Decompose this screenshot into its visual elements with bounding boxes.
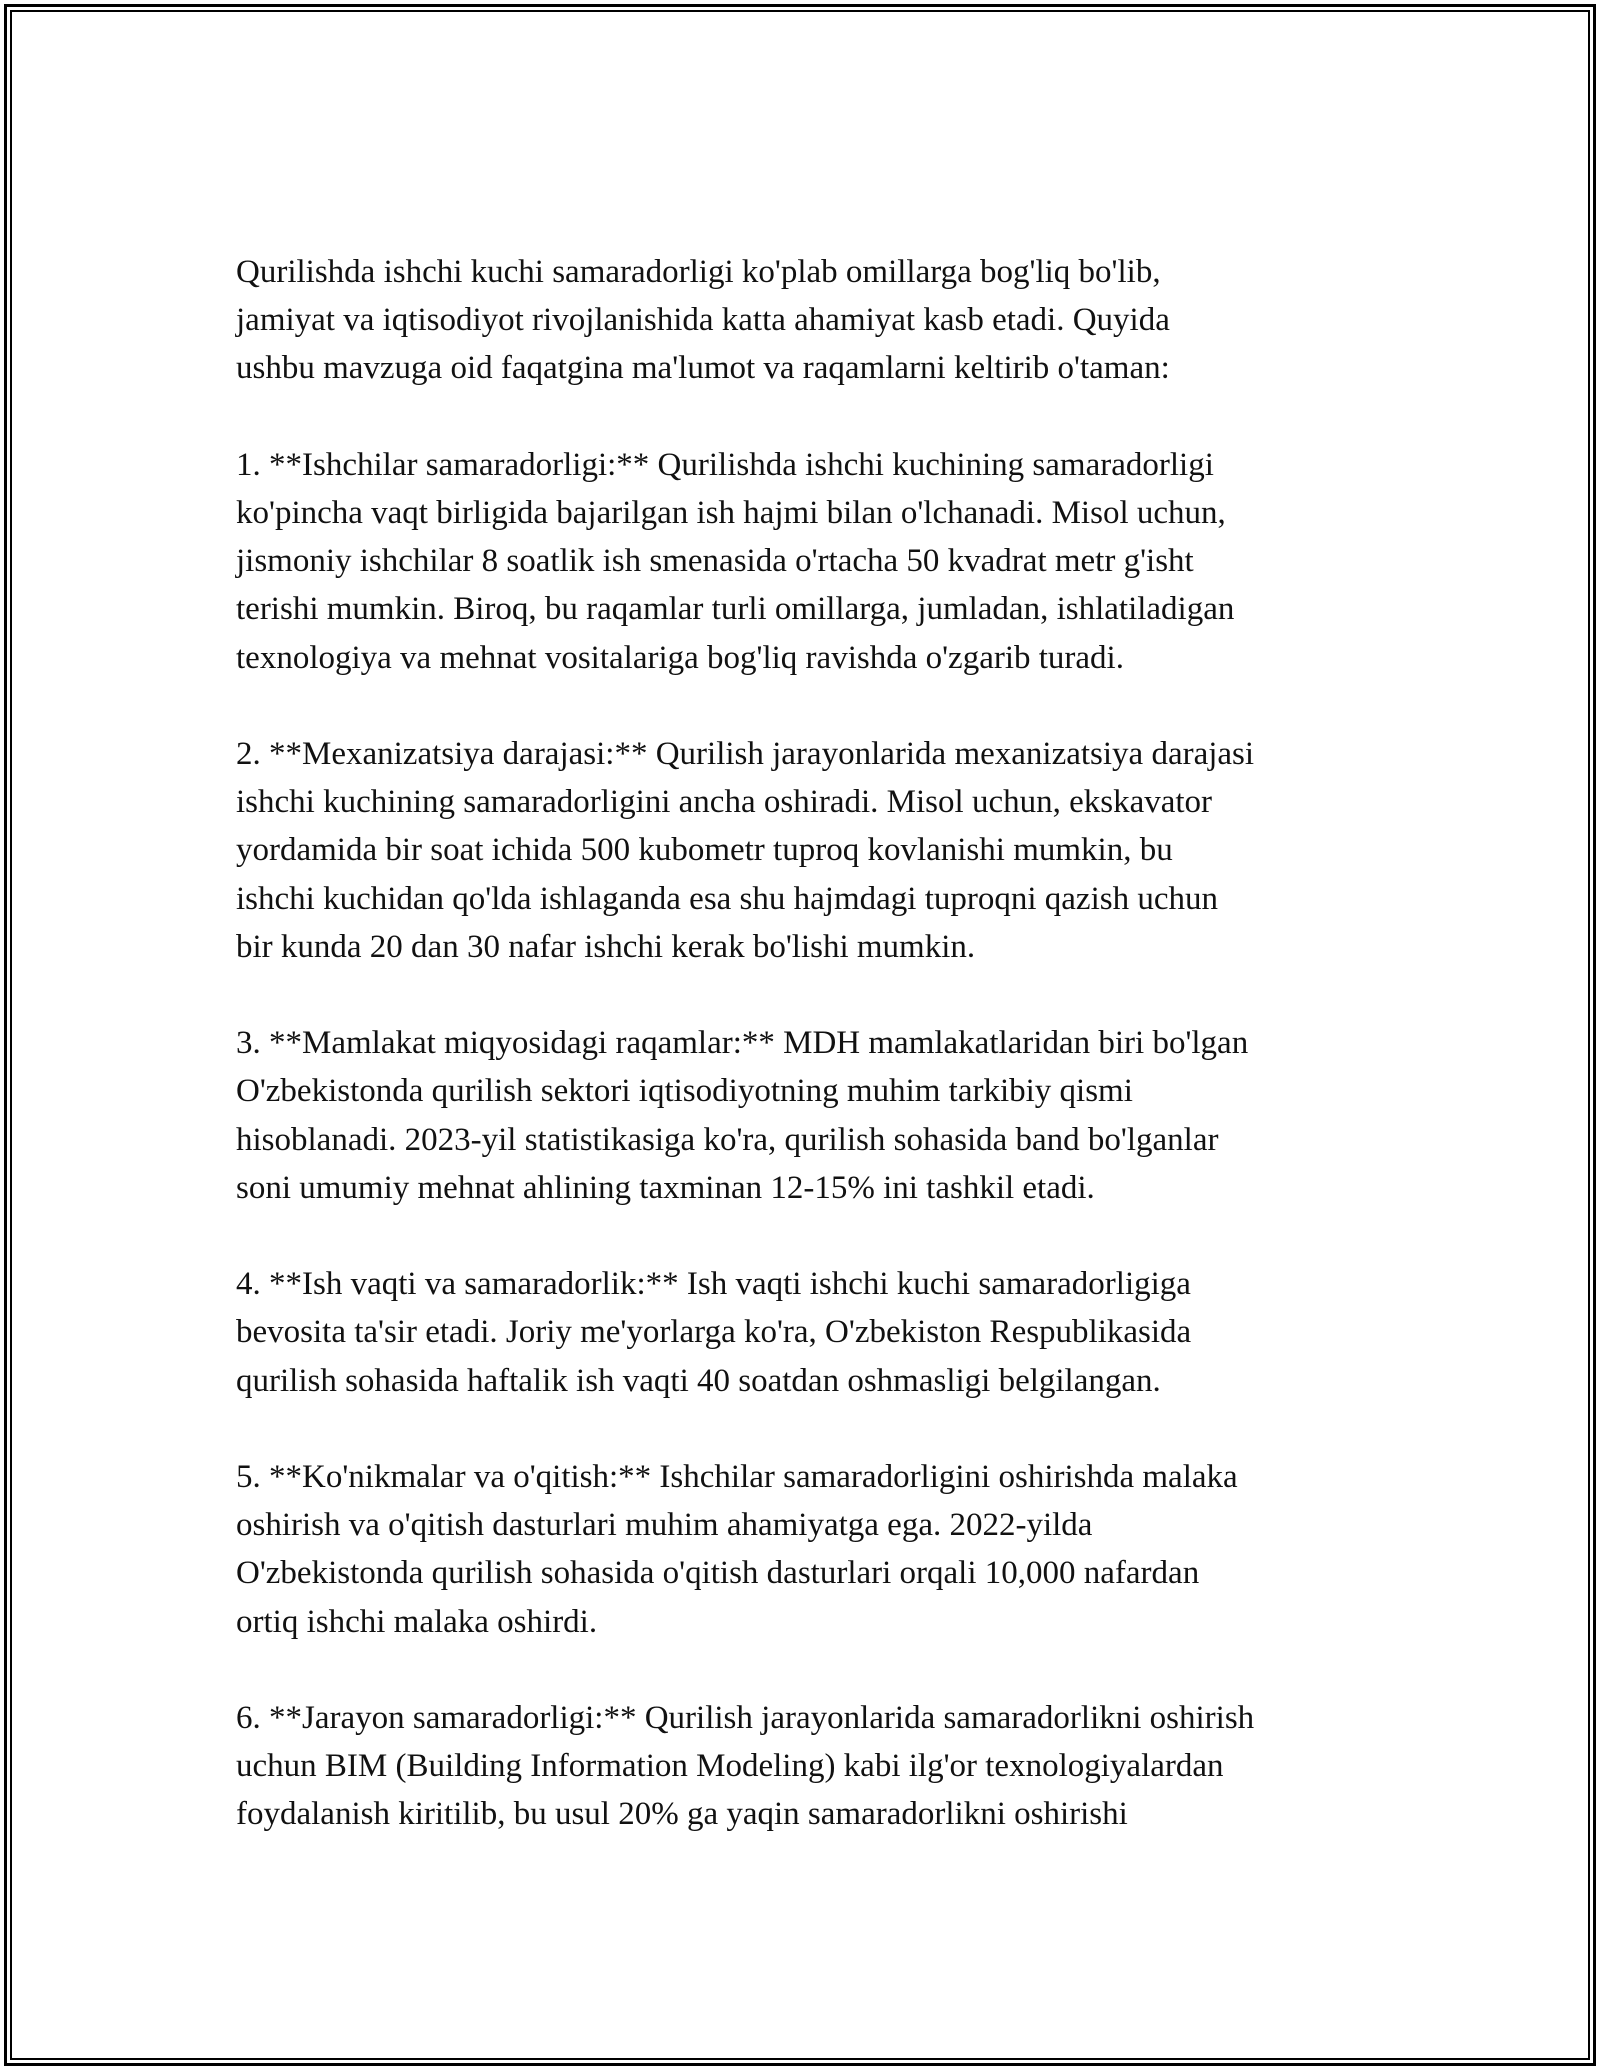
text-line: O'zbekistonda qurilish sohasida o'qitish dasturlari orqali 10,000 nafardan xyxy=(236,1555,1200,1592)
intro-paragraph xyxy=(236,248,1396,393)
text-line: jismoniy ishchilar 8 soatlik ish smenasida o'rtacha 50 kvadrat metr g'isht xyxy=(236,543,1194,580)
list-item-5 xyxy=(236,1453,1396,1646)
text-line: 2. **Mexanizatsiya darajasi:** Qurilish jarayonlarida mexanizatsiya darajasi xyxy=(236,736,1255,772)
text-line: terishi mumkin. Biroq, bu raqamlar turli omillarga, jumladan, ishlatiladigan xyxy=(236,591,1235,628)
text-line: bir kunda 20 dan 30 nafar ishchi kerak bo'lishi mumkin. xyxy=(236,928,976,965)
list-item-6 xyxy=(236,1694,1396,1839)
text-line: texnologiya va mehnat vositalariga bog'liq ravishda o'zgarib turadi. xyxy=(236,639,1124,676)
text-line: uchun BIM (Building Information Modeling) kabi ilg'or texnologiyalardan xyxy=(236,1748,1224,1785)
text-line: O'zbekistonda qurilish sektori iqtisodiyotning muhim tarkibiy qismi xyxy=(236,1073,1133,1110)
text-line: bevosita ta'sir etadi. Joriy me'yorlarga ko'ra, O'zbekiston Respublikasida xyxy=(236,1314,1192,1351)
text-line: ishchi kuchidan qo'lda ishlaganda esa shu hajmdagi tuproqni qazish uchun xyxy=(236,880,1218,917)
list-item-2 xyxy=(236,730,1396,971)
list-item-4 xyxy=(236,1260,1396,1405)
text-line: Qurilishda ishchi kuchi samaradorligi ko'plab omillarga bog'liq bo'lib, xyxy=(236,254,1161,290)
text-line: ushbu mavzuga oid faqatgina ma'lumot va raqamlarni keltirib o'taman: xyxy=(236,350,1170,387)
text-line: yordamida bir soat ichida 500 kubometr tuproq kovlanishi mumkin, bu xyxy=(236,832,1173,869)
text-line: ko'pincha vaqt birligida bajarilgan ish hajmi bilan o'lchanadi. Misol uchun, xyxy=(236,495,1226,531)
text-line: soni umumiy mehnat ahlining taxminan 12-15% ini tashkil etadi. xyxy=(236,1169,1095,1206)
list-item-1 xyxy=(236,441,1396,682)
text-line: hisoblanadi. 2023-yil statistikasiga ko'ra, qurilish sohasida band bo'lganlar xyxy=(236,1121,1219,1158)
text-line: ishchi kuchining samaradorligini ancha oshiradi. Misol uchun, ekskavator xyxy=(236,784,1213,821)
list-item-3 xyxy=(236,1019,1396,1212)
document-body xyxy=(236,248,1396,1839)
text-line: 3. **Mamlakat miqyosidagi raqamlar:** MDH mamlakatlaridan biri bo'lgan xyxy=(236,1025,1249,1062)
text-line: ortiq ishchi malaka oshirdi. xyxy=(236,1603,598,1640)
text-line: oshirish va o'qitish dasturlari muhim ahamiyatga ega. 2022-yilda xyxy=(236,1507,1093,1544)
text-line: jamiyat va iqtisodiyot rivojlanishida katta ahamiyat kasb etadi. Quyida xyxy=(236,302,1170,339)
text-line: qurilish sohasida haftalik ish vaqti 40 soatdan oshmasligi belgilangan. xyxy=(236,1362,1161,1399)
text-line: 1. **Ishchilar samaradorligi:** Qurilishda ishchi kuchining samaradorligi xyxy=(236,446,1214,483)
text-line: 6. **Jarayon samaradorligi:** Qurilish jarayonlarida samaradorlikni oshirish xyxy=(236,1700,1255,1736)
text-line: foydalanish kiritilib, bu usul 20% ga yaqin samaradorlikni oshirishi xyxy=(236,1796,1128,1833)
text-line: 5. **Ko'nikmalar va o'qitish:** Ishchilar samaradorligini oshirishda malaka xyxy=(236,1459,1238,1495)
text-line: 4. **Ish vaqti va samaradorlik:** Ish vaqti ishchi kuchi samaradorligiga xyxy=(236,1266,1191,1303)
